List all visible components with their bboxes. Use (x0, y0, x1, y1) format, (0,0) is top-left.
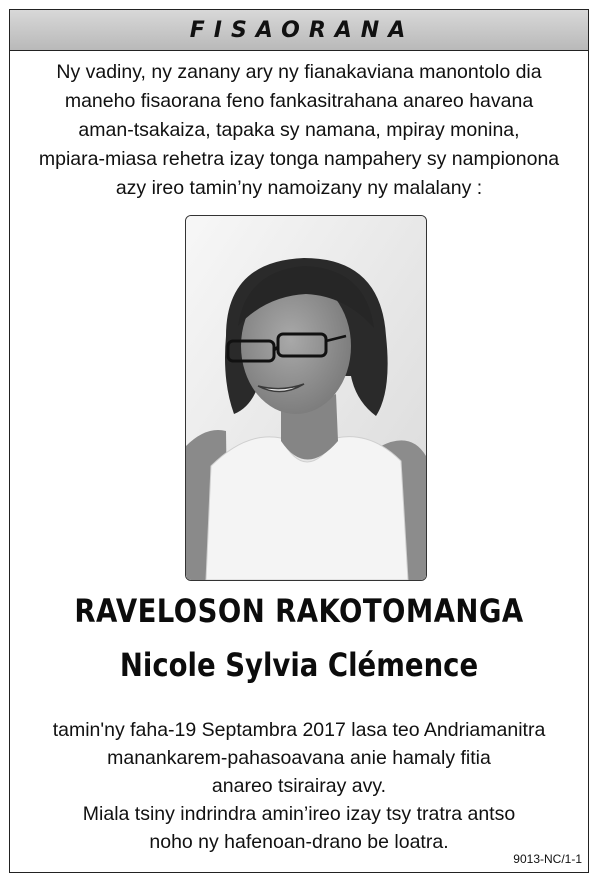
deceased-surname: RAVELOSON RAKOTOMANGA (74, 592, 524, 630)
notice-title: FISAORANA (189, 17, 415, 43)
message-line: Miala tsiny indrindra amin’ireo izay tsy tratra antso (82, 803, 516, 825)
portrait-image (186, 216, 426, 580)
reference-code: 9013-NC/1-1 (513, 852, 582, 866)
message-line: noho ny hafenoan-drano be loatra. (149, 831, 449, 853)
message-text (10, 716, 588, 856)
message-line: tamin'ny faha-19 Septambra 2017 lasa teo Andriamanitra (52, 719, 546, 741)
intro-text (10, 58, 588, 203)
deceased-given-names: Nicole Sylvia Clémence (119, 646, 479, 684)
message-line: anareo tsirairay avy. (211, 775, 387, 797)
message-line: manankarem-pahasoavana anie hamaly fitia (107, 747, 491, 769)
intro-line: mpiara-miasa rehetra izay tonga nampahery sy nampionona (38, 148, 560, 170)
notice-frame (9, 9, 589, 873)
intro-line: Ny vadiny, ny zanany ary ny fianakaviana manontolo dia (56, 61, 542, 83)
portrait-photo (185, 215, 427, 581)
intro-line: maneho fisaorana feno fankasitrahana anareo havana (64, 90, 534, 112)
intro-line: aman-tsakaiza, tapaka sy namana, mpiray monina, (78, 119, 520, 141)
title-banner (10, 10, 588, 51)
intro-line: azy ireo tamin’ny namoizany ny malalany : (115, 177, 483, 199)
